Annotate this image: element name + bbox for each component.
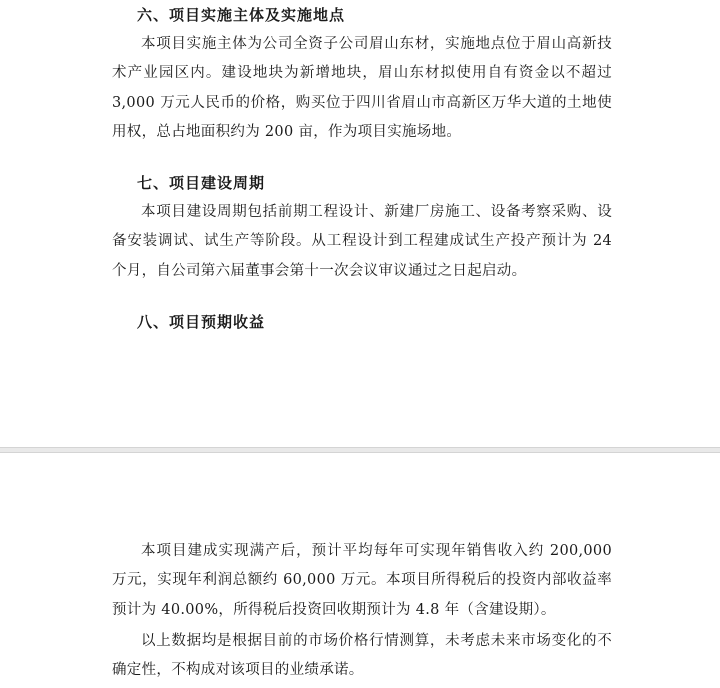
section-body-disclaimer: 以上数据均是根据目前的市场价格行情测算，未考虑未来市场变化的不确定性，不构成对该项目的业绩承诺。 bbox=[112, 633, 612, 679]
section-body-expected-returns: 本项目建成实现满产后，预计平均每年可实现年销售收入约 200,000 万元，实现年利润总额约 60,000 万元。本项目所得税后的投资内部收益率预计为 40.00%，所得税后投资回收期预计为 4.8 年（含建设期）。 bbox=[112, 543, 612, 618]
section-body-construction-period: 本项目建设周期包括前期工程设计、新建厂房施工、设备考察采购、设备安装调试、试生产等阶段。从工程设计到工程建成试生产投产预计为 24 个月，自公司第六届董事会第十一次会议审议通过之日起启动。 bbox=[112, 204, 612, 279]
section-body-implementation: 本项目实施主体为公司全资子公司眉山东材，实施地点位于眉山高新技术产业园区内。建设地块为新增地块，眉山东材拟使用自有资金以不超过 3,000 万元人民币的价格，购买位于四川省眉山市高新区万华大道的土地使用权，总占地面积约为 200 亩，作为项目实施场地。 bbox=[112, 36, 612, 140]
document-page-2 bbox=[0, 452, 720, 688]
section-heading-construction-period: 七、项目建设周期 bbox=[137, 174, 266, 192]
section-heading-implementation: 六、项目实施主体及实施地点 bbox=[137, 6, 346, 24]
section-heading-expected-returns: 八、项目预期收益 bbox=[137, 313, 266, 331]
